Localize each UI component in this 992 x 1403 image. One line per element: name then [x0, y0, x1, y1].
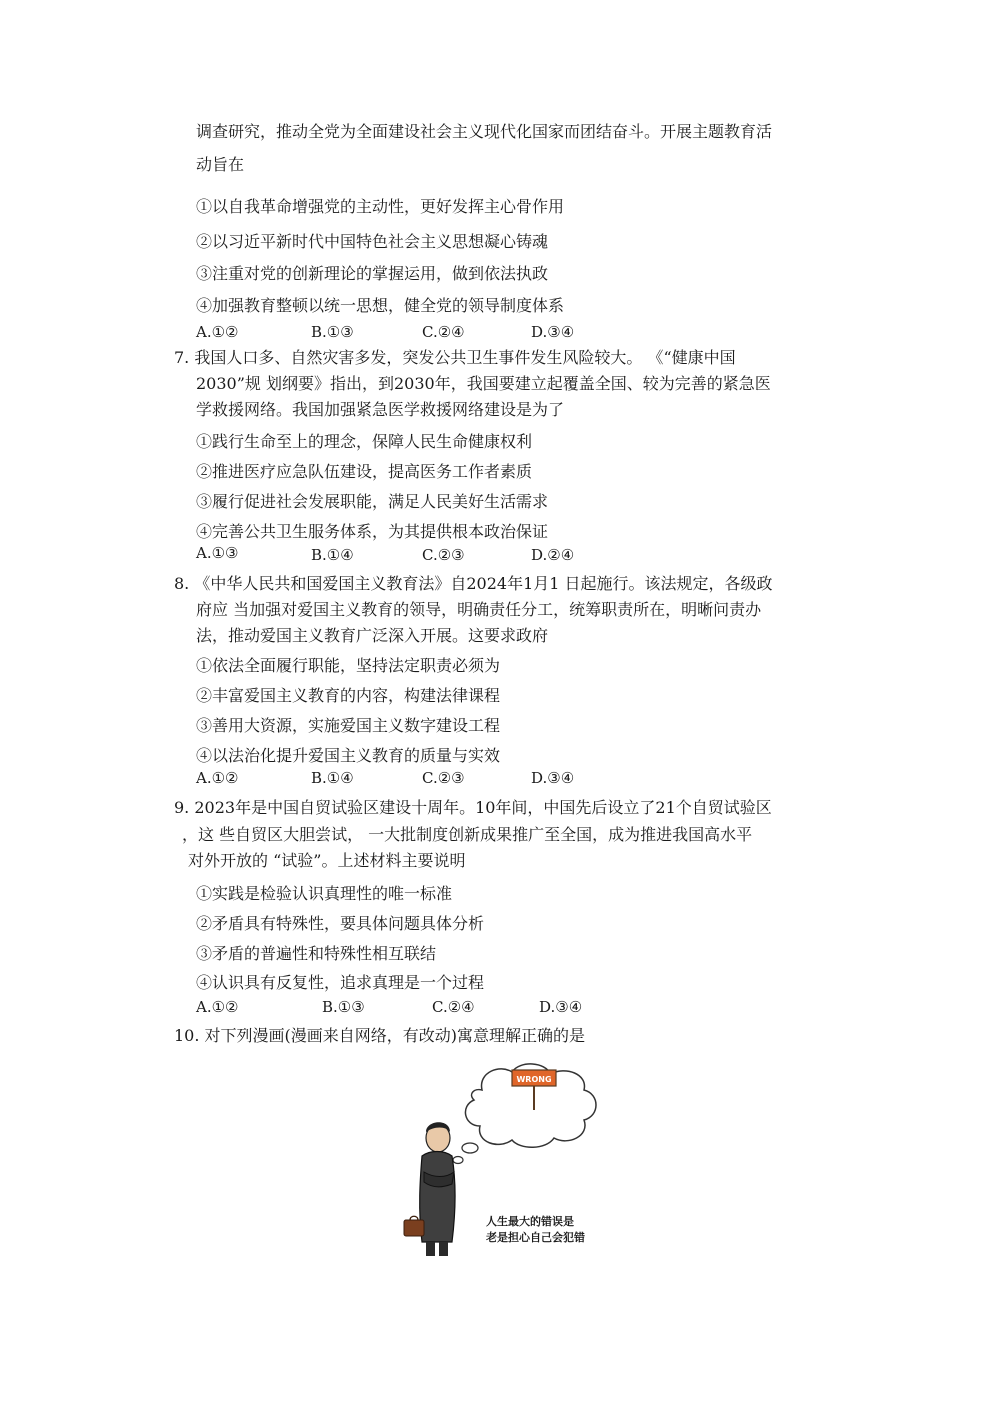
q8-option-3: ③善用大资源，实施爱国主义数字建设工程 [196, 716, 501, 735]
q6-option-2: ②以习近平新时代中国特色社会主义思想凝心铸魂 [196, 232, 549, 251]
q9-stem-line-2: ，这 些自贸区大胆尝试， 一大批制度创新成果推广至全国，成为推进我国高水平 [182, 825, 753, 844]
q6-answer-c: C.②④ [422, 323, 465, 341]
q8-answer-b: B.①④ [311, 769, 354, 787]
wrong-sign-text: WRONG [516, 1075, 552, 1084]
q6-option-4: ④加强教育整顿以统一思想，健全党的领导制度体系 [196, 296, 565, 315]
q6-stem-line-2: 动旨在 [196, 155, 245, 174]
man-figure [404, 1122, 455, 1256]
q8-option-2: ②丰富爱国主义教育的内容，构建法律课程 [196, 686, 501, 705]
q7-answer-a: A.①③ [196, 544, 239, 562]
cartoon-caption-line-2: 老是担心自己会犯错 [486, 1231, 585, 1244]
q8-stem-line-2: 府应 当加强对爱国主义教育的领导，明确责任分工，统筹职责所在，明晰问责办 [196, 600, 762, 619]
q9-answer-b: B.①③ [322, 998, 365, 1016]
q6-stem-line-1: 调查研究，推动全党为全面建设社会主义现代化国家而团结奋斗。开展主题教育活 [196, 122, 773, 141]
q6-answer-d: D.③④ [531, 323, 575, 341]
q7-option-2: ②推进医疗应急队伍建设，提高医务工作者素质 [196, 462, 533, 481]
q6-option-3: ③注重对党的创新理论的掌握运用，做到依法执政 [196, 264, 549, 283]
q9-answer-a: A.①② [196, 998, 239, 1016]
q10-stem: 10. 对下列漫画(漫画来自网络，有改动)寓意理解正确的是 [174, 1026, 586, 1045]
q7-answer-b: B.①④ [311, 546, 354, 564]
cartoon-caption-line-1: 人生最大的错误是 [486, 1215, 574, 1228]
q9-option-3: ③矛盾的普遍性和特殊性相互联结 [196, 944, 437, 963]
q7-option-4: ④完善公共卫生服务体系，为其提供根本政治保证 [196, 522, 549, 541]
q6-answer-b: B.①③ [311, 323, 354, 341]
q9-answer-d: D.③④ [539, 998, 583, 1016]
q7-stem-line-2: 2030”规 划纲要》指出，到2030年，我国要建立起覆盖全国、较为完善的紧急医 [196, 374, 771, 393]
q6-option-1: ①以自我革命增强党的主动性，更好发挥主心骨作用 [196, 197, 565, 216]
q9-option-2: ②矛盾具有特殊性，要具体问题具体分析 [196, 914, 485, 933]
q9-stem-line-1: 9. 2023年是中国自贸试验区建设十周年。10年间，中国先后设立了21个自贸试验区 [174, 798, 772, 817]
q6-answer-a: A.①② [196, 323, 239, 341]
q7-option-1: ①践行生命至上的理念，保障人民生命健康权利 [196, 432, 533, 451]
q7-stem-line-3: 学救援网络。我国加强紧急医学救援网络建设是为了 [196, 400, 565, 419]
q8-stem-line-3: 法，推动爱国主义教育广泛深入开展。这要求政府 [196, 626, 549, 645]
q8-answer-d: D.③④ [531, 769, 575, 787]
q8-option-4: ④以法治化提升爱国主义教育的质量与实效 [196, 746, 501, 765]
q7-answer-d: D.②④ [531, 546, 575, 564]
q9-option-4: ④认识具有反复性，追求真理是一个过程 [196, 973, 485, 992]
q8-answer-a: A.①② [196, 769, 239, 787]
q7-stem-line-1: 7. 我国人口多、自然灾害多发，突发公共卫生事件发生风险较大。 《“健康中国 [174, 348, 736, 367]
q8-answer-c: C.②③ [422, 769, 465, 787]
q8-option-1: ①依法全面履行职能，坚持法定职责必须为 [196, 656, 501, 675]
q8-stem-line-1: 8. 《中华人民共和国爱国主义教育法》自2024年1月1 日起施行。该法规定，各级政 [174, 574, 773, 593]
q9-answer-c: C.②④ [432, 998, 475, 1016]
q7-option-3: ③履行促进社会发展职能，满足人民美好生活需求 [196, 492, 549, 511]
q7-answer-c: C.②③ [422, 546, 465, 564]
q9-stem-line-3: 对外开放的 “试验”。上述材料主要说明 [188, 851, 466, 870]
q9-option-1: ①实践是检验认识真理性的唯一标准 [196, 884, 453, 903]
